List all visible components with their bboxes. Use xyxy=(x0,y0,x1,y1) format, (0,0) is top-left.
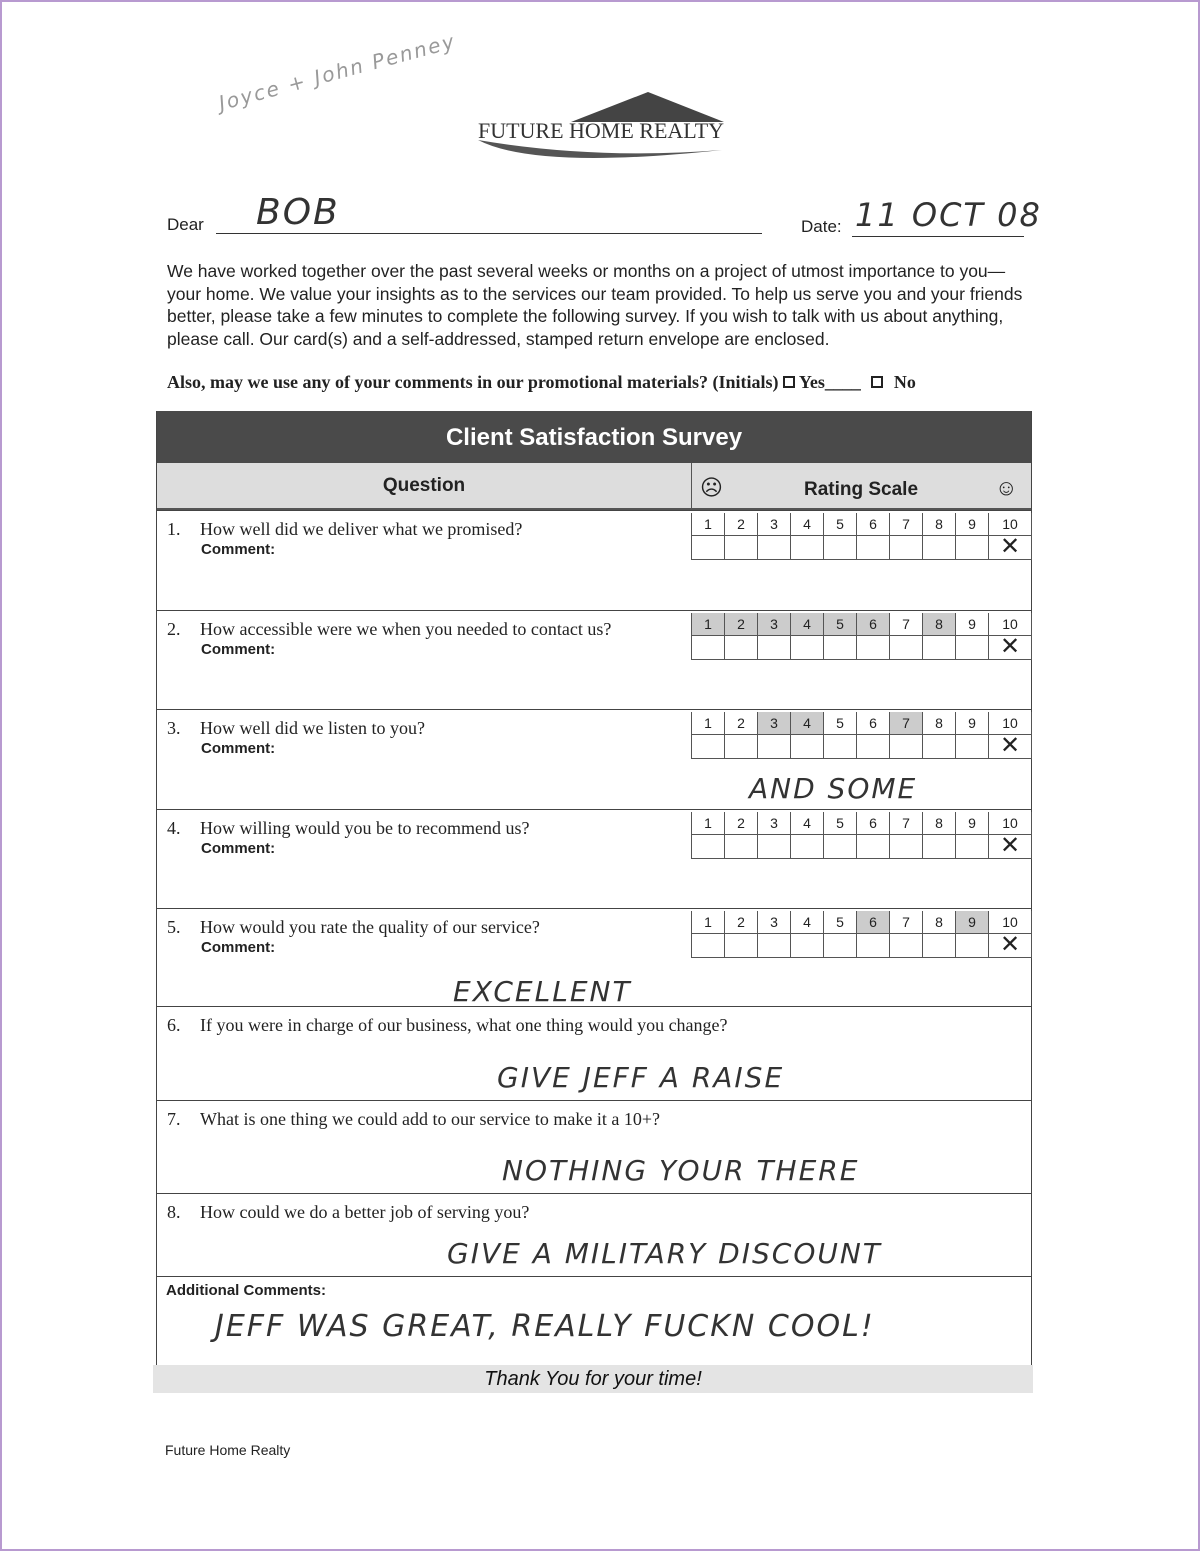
scale-number: 2 xyxy=(725,613,758,636)
scale-number: 2 xyxy=(725,812,758,835)
rating-checkbox-8[interactable] xyxy=(923,536,956,560)
scale-number: 7 xyxy=(890,812,923,835)
scale-number: 10 xyxy=(989,911,1032,934)
company-logo xyxy=(476,90,726,170)
comment-label: Comment: xyxy=(201,839,276,857)
answer-text[interactable]: GIVE A MILITARY DISCOUNT xyxy=(447,1237,882,1270)
comment-label: Comment: xyxy=(201,939,276,956)
rating-checkbox-8[interactable] xyxy=(923,934,956,958)
comment-answer[interactable]: AND SOME xyxy=(749,772,918,805)
dear-line xyxy=(216,233,762,234)
rating-checkbox-1[interactable] xyxy=(692,934,725,958)
scale-number: 2 xyxy=(725,513,758,536)
scale-number: 9 xyxy=(956,513,989,536)
rating-checkbox-9[interactable] xyxy=(956,536,989,560)
x-mark-icon: ✕ xyxy=(999,632,1021,660)
scale-number: 8 xyxy=(923,613,956,636)
scale-number: 1 xyxy=(692,613,725,636)
scale-number: 10 xyxy=(989,812,1032,835)
scale-number: 8 xyxy=(923,911,956,934)
rating-checkbox-5[interactable] xyxy=(824,835,857,859)
scale-number: 8 xyxy=(923,513,956,536)
rating-checkbox-6[interactable] xyxy=(857,835,890,859)
rating-scale xyxy=(691,911,1032,958)
scale-number: 2 xyxy=(725,712,758,735)
scale-number: 5 xyxy=(824,712,857,735)
scale-number: 6 xyxy=(857,513,890,536)
question-text: 7. What is one thing we could add to our service to make it a 10+? xyxy=(167,1109,661,1129)
additional-text[interactable]: JEFF WAS GREAT, REALLY FUCKN COOL! xyxy=(215,1309,875,1344)
scale-number: 9 xyxy=(956,812,989,835)
scale-number: 1 xyxy=(692,812,725,835)
rating-checkbox-4[interactable] xyxy=(791,835,824,859)
scale-number: 4 xyxy=(791,712,824,735)
rating-checkbox-6[interactable] xyxy=(857,735,890,759)
question-text: 1. How well did we deliver what we promised? xyxy=(167,519,523,539)
rating-checkbox-8[interactable] xyxy=(923,835,956,859)
thanks-text: Thank You for your time! xyxy=(484,1368,702,1390)
scale-number: 4 xyxy=(791,911,824,934)
scale-number: 6 xyxy=(857,812,890,835)
question-row xyxy=(157,809,1031,909)
comment-label: Comment: xyxy=(201,740,276,757)
rating-checkbox-3[interactable] xyxy=(758,536,791,560)
x-mark-icon: ✕ xyxy=(999,732,1021,759)
question-text: 5. How would you rate the quality of our service? xyxy=(167,917,540,937)
rating-checkbox-9[interactable] xyxy=(956,636,989,660)
question-text: 6. If you were in charge of our business, what one thing would you change? xyxy=(167,1015,728,1035)
yes-label: Yes____ xyxy=(798,372,861,392)
yes-checkbox[interactable] xyxy=(783,376,795,388)
rating-checkbox-1[interactable] xyxy=(692,636,725,660)
date-line xyxy=(852,236,1024,237)
rating-checkbox-7[interactable] xyxy=(890,934,923,958)
smiley-face-icon: ☺ xyxy=(995,475,1018,500)
scale-number: 4 xyxy=(791,812,824,835)
rating-checkbox-4[interactable] xyxy=(791,536,824,560)
open-question-row xyxy=(157,1006,1031,1100)
scale-number: 8 xyxy=(923,712,956,735)
rating-checkbox-10[interactable] xyxy=(989,732,1032,759)
rating-checkbox-8[interactable] xyxy=(923,735,956,759)
scale-number: 3 xyxy=(758,613,791,636)
no-checkbox[interactable] xyxy=(871,376,883,388)
column-header xyxy=(157,463,1031,510)
rating-checkbox-8[interactable] xyxy=(923,636,956,660)
rating-checkbox-5[interactable] xyxy=(824,636,857,660)
date-value[interactable]: 11 OCT 08 xyxy=(855,196,1042,234)
rating-checkbox-10[interactable] xyxy=(989,533,1032,560)
x-mark-icon: ✕ xyxy=(999,831,1021,859)
dear-value[interactable]: BOB xyxy=(256,192,340,233)
scale-number: 6 xyxy=(857,613,890,636)
rating-checkbox-1[interactable] xyxy=(692,735,725,759)
rating-checkbox-6[interactable] xyxy=(857,934,890,958)
scale-number: 9 xyxy=(956,613,989,636)
survey-title: Client Satisfaction Survey xyxy=(157,411,1031,463)
question-text: 2. How accessible were we when you needed to contact us? xyxy=(167,618,612,639)
rating-checkbox-7[interactable] xyxy=(890,636,923,660)
rating-checkbox-3[interactable] xyxy=(758,835,791,859)
answer-text[interactable]: GIVE JEFF A RAISE xyxy=(497,1061,785,1094)
rating-scale xyxy=(691,812,1032,859)
scale-number: 7 xyxy=(890,613,923,636)
rating-checkbox-5[interactable] xyxy=(824,735,857,759)
additional-comments xyxy=(157,1276,1031,1365)
logo-text: FUTURE HOME REALTY xyxy=(477,118,725,143)
scale-number: 5 xyxy=(824,513,857,536)
rating-checkbox-3[interactable] xyxy=(758,934,791,958)
intro-paragraph: We have worked together over the past several weeks or months on a project of utmost importance to you—your home. We value your insights as to the services our team provided. To help us serve you and your friends better, please take a few minutes to complete the following survey. If you wish to talk with us about anything, please call. Our card(s) and a self-addressed, stamped return envelope are enclosed. xyxy=(167,261,1023,349)
survey-table xyxy=(156,411,1032,1393)
open-question-row xyxy=(157,1193,1031,1276)
scale-number: 9 xyxy=(956,911,989,934)
scale-number: 10 xyxy=(989,613,1032,636)
no-label: No xyxy=(893,372,916,392)
question-text: 8. How could we do a better job of serving you? xyxy=(167,1202,530,1222)
margin-note: Joyce + John Penney xyxy=(216,28,459,116)
answer-text[interactable]: NOTHING YOUR THERE xyxy=(502,1154,860,1187)
consent-line xyxy=(167,372,916,393)
rating-scale xyxy=(691,613,1032,660)
scale-number: 8 xyxy=(923,812,956,835)
x-mark-icon: ✕ xyxy=(999,931,1021,958)
rating-checkbox-4[interactable] xyxy=(791,636,824,660)
question-row xyxy=(157,510,1031,610)
thanks-band xyxy=(153,1365,1033,1393)
rating-checkbox-4[interactable] xyxy=(791,735,824,759)
scale-number: 1 xyxy=(692,712,725,735)
footer: Future Home Realty xyxy=(165,1442,291,1458)
rating-checkbox-1[interactable] xyxy=(692,835,725,859)
rating-checkbox-7[interactable] xyxy=(890,735,923,759)
scale-number: 3 xyxy=(758,513,791,536)
open-question-row xyxy=(157,1100,1031,1193)
question-row xyxy=(157,610,1031,710)
rating-header: Rating Scale xyxy=(803,479,919,500)
scale-number: 3 xyxy=(758,911,791,934)
rating-checkbox-6[interactable] xyxy=(857,536,890,560)
scale-number: 5 xyxy=(824,812,857,835)
rating-checkbox-4[interactable] xyxy=(791,934,824,958)
consent-question: Also, may we use any of your comments in our promotional materials? (Initials) xyxy=(167,372,779,392)
scale-number: 2 xyxy=(725,911,758,934)
rating-checkbox-2[interactable] xyxy=(725,934,758,958)
rating-checkbox-3[interactable] xyxy=(758,636,791,660)
rating-checkbox-9[interactable] xyxy=(956,835,989,859)
rating-checkbox-2[interactable] xyxy=(725,536,758,560)
question-text: 4. How willing would you be to recommend us? xyxy=(167,817,530,838)
scale-number: 4 xyxy=(791,613,824,636)
scale-number: 3 xyxy=(758,812,791,835)
scale-number: 7 xyxy=(890,513,923,536)
rating-checkbox-10[interactable] xyxy=(989,931,1032,958)
rating-scale xyxy=(691,712,1032,759)
scale-number: 10 xyxy=(989,513,1032,536)
scale-number: 3 xyxy=(758,712,791,735)
rating-checkbox-6[interactable] xyxy=(857,636,890,660)
scale-number: 9 xyxy=(956,712,989,735)
date-label: Date: xyxy=(801,217,842,236)
rating-checkbox-10[interactable] xyxy=(989,632,1032,660)
scale-number: 5 xyxy=(824,613,857,636)
scale-number: 4 xyxy=(791,513,824,536)
x-mark-icon: ✕ xyxy=(999,533,1021,560)
scale-number: 1 xyxy=(692,513,725,536)
sad-face-icon: ☹ xyxy=(700,475,723,500)
rating-checkbox-10[interactable] xyxy=(989,831,1032,859)
scale-number: 7 xyxy=(890,911,923,934)
rating-scale xyxy=(691,513,1032,560)
question-header: Question xyxy=(382,475,466,496)
scale-number: 6 xyxy=(857,712,890,735)
rating-checkbox-9[interactable] xyxy=(956,934,989,958)
rating-checkbox-2[interactable] xyxy=(725,735,758,759)
scale-number: 7 xyxy=(890,712,923,735)
scale-number: 10 xyxy=(989,712,1032,735)
scale-number: 5 xyxy=(824,911,857,934)
rating-checkbox-7[interactable] xyxy=(890,835,923,859)
rating-checkbox-5[interactable] xyxy=(824,934,857,958)
rating-checkbox-9[interactable] xyxy=(956,735,989,759)
question-row xyxy=(157,709,1031,809)
rating-checkbox-5[interactable] xyxy=(824,536,857,560)
comment-label: Comment: xyxy=(201,541,276,558)
comment-answer[interactable]: EXCELLENT xyxy=(453,975,632,1008)
rating-checkbox-1[interactable] xyxy=(692,536,725,560)
rating-checkbox-2[interactable] xyxy=(725,636,758,660)
dear-label: Dear xyxy=(167,215,204,234)
rating-checkbox-2[interactable] xyxy=(725,835,758,859)
scale-number: 1 xyxy=(692,911,725,934)
scale-number: 6 xyxy=(857,911,890,934)
question-row xyxy=(157,908,1031,1008)
rating-checkbox-3[interactable] xyxy=(758,735,791,759)
rating-checkbox-7[interactable] xyxy=(890,536,923,560)
comment-label: Comment: xyxy=(201,640,276,658)
question-text: 3. How well did we listen to you? xyxy=(167,718,425,738)
additional-label: Additional Comments: xyxy=(166,1282,326,1299)
